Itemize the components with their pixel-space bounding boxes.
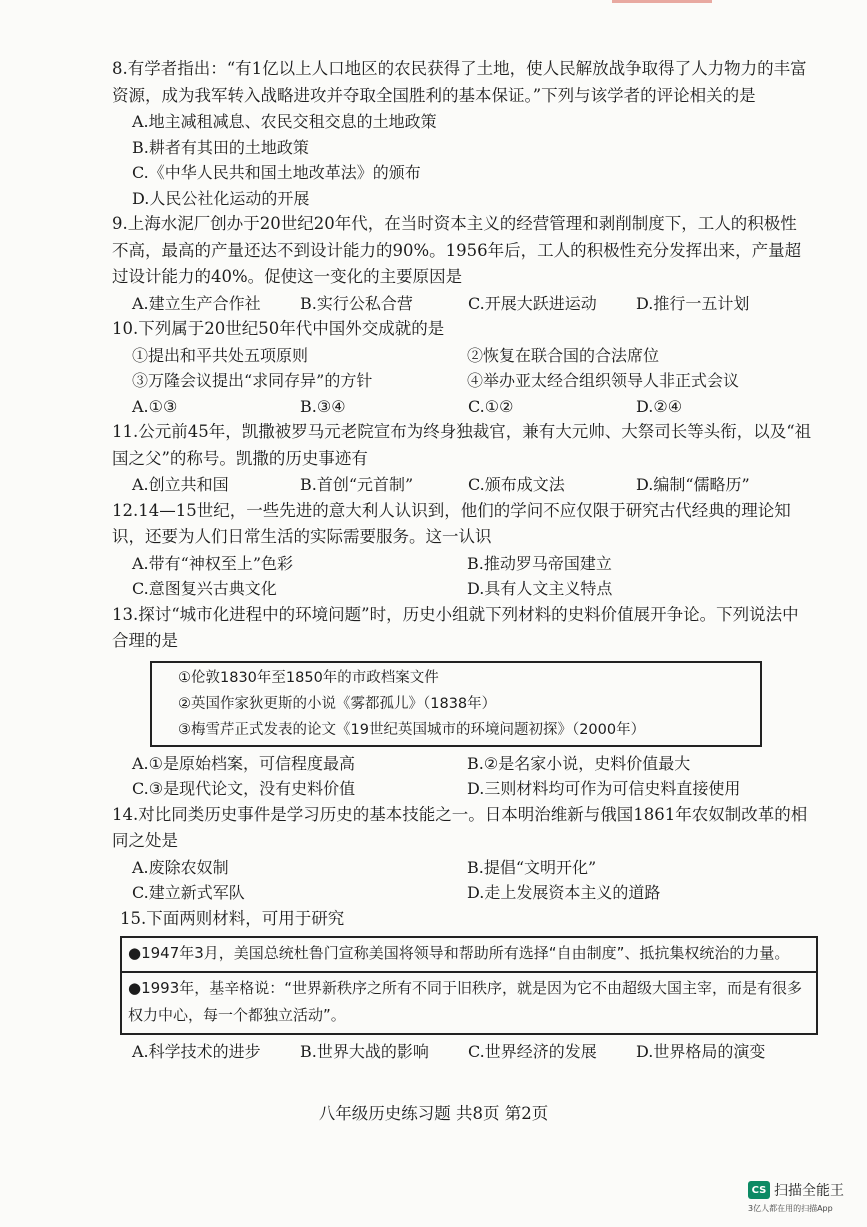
options-row <box>112 551 812 577</box>
source-materials-box <box>150 661 762 747</box>
question-14 <box>112 802 812 906</box>
option-a: A.①③ <box>132 396 178 416</box>
option-c: C.意图复兴古典文化 <box>132 579 277 598</box>
question-8 <box>112 56 812 211</box>
option-b: B.③④ <box>300 396 346 416</box>
options-row <box>112 291 812 317</box>
option-a: A.废除农奴制 <box>132 857 229 877</box>
question-stem: 15.下面两则材料，可用于研究 <box>120 908 345 928</box>
item-1: ①提出和平共处五项原则 <box>132 345 309 365</box>
scan-edge-mark <box>612 0 712 3</box>
material-1: ●1947年3月，美国总统杜鲁门宣称美国将领导和帮助所有选择“自由制度”、抵抗集权统治的力量。 <box>128 944 790 962</box>
option-d: D.三则材料均可作为可信史料直接使用 <box>467 779 741 798</box>
option-a: A.科学技术的进步 <box>132 1042 261 1061</box>
option-d: D.走上发展资本主义的道路 <box>467 883 661 902</box>
material-3: ③梅雪芹正式发表的论文《19世纪英国城市的环境问题初探》（2000年） <box>178 721 646 738</box>
question-15 <box>112 906 812 1065</box>
option-c: C.颁布成文法 <box>468 475 565 494</box>
option-d: D.具有人文主义特点 <box>467 579 613 598</box>
option-d: D.世界格局的演变 <box>636 1042 766 1061</box>
option-a: A.建立生产合作社 <box>132 293 261 313</box>
option-c: C.《中华人民共和国土地改革法》的颁布 <box>132 163 421 182</box>
question-9 <box>112 211 812 316</box>
scanner-watermark <box>748 1180 844 1200</box>
question-stem: 12.14—15世纪，一些先进的意大利人认识到，他们的学问不应仅限于研究古代经典的理论知识，还要为人们日常生活的实际需要服务。这一认识 <box>112 500 791 546</box>
question-11 <box>112 419 812 498</box>
options-row <box>112 855 812 881</box>
watermark-slogan: 3亿人都在用的扫描App <box>748 1204 833 1213</box>
question-stem: 11.公元前45年，凯撒被罗马元老院宣布为终身独裁官，兼有大元帅、大祭司长等头衔，以及“祖国之父”的称号。凯撒的历史事迹有 <box>112 422 812 468</box>
question-stem: 8.有学者指出：“有1亿以上人口地区的农民获得了土地，使人民解放战争取得了人力物力的丰富资源，成为我军转入战略进攻并夺取全国胜利的基本保证。”下列与该学者的评论相关的是 <box>112 59 807 105</box>
option-b: B.实行公私合营 <box>300 293 413 313</box>
option-a: A.创立共和国 <box>132 475 229 494</box>
option-d: D.②④ <box>636 396 683 416</box>
options-row <box>112 1039 812 1065</box>
option-b: B.世界大战的影响 <box>300 1042 429 1061</box>
option-c: C.世界经济的发展 <box>468 1042 597 1061</box>
material-2: ●1993年，基辛格说：“世界新秩序之所有不同于旧秩序，就是因为它不由超级大国主宰，而是有很多权力中心，每一个都独立活动”。 <box>122 971 816 1033</box>
material-1: ①伦敦1830年至1850年的市政档案文件 <box>178 669 439 686</box>
option-b: B.耕者有其田的土地政策 <box>132 137 309 157</box>
options-row <box>112 751 812 777</box>
option-d: D.人民公社化运动的开展 <box>132 188 310 208</box>
option-c: C.建立新式军队 <box>132 883 245 902</box>
material-2: ②英国作家狄更斯的小说《雾都孤儿》（1838年） <box>178 695 497 712</box>
option-d: D.推行一五计划 <box>636 293 750 313</box>
options-row <box>112 880 812 906</box>
options-row <box>112 472 812 498</box>
item-2: ②恢复在联合国的合法席位 <box>467 345 660 365</box>
items-row <box>112 343 812 369</box>
options-row <box>112 576 812 602</box>
question-12 <box>112 498 812 602</box>
options-row <box>112 394 812 420</box>
question-stem: 10.下列属于20世纪50年代中国外交成就的是 <box>112 319 445 338</box>
source-materials-box <box>120 936 818 1035</box>
option-b: B.推动罗马帝国建立 <box>467 553 612 573</box>
page-footer: 八年级历史练习题 共8页 第2页 <box>318 1104 549 1123</box>
watermark-name: 扫描全能王 <box>774 1183 844 1199</box>
exam-page <box>112 56 812 1065</box>
option-a: A.①是原始档案，可信程度最高 <box>132 753 355 773</box>
option-b: B.首创“元首制” <box>300 475 414 494</box>
question-stem: 14.对比同类历史事件是学习历史的基本技能之一。日本明治维新与俄国1861年农奴制改革的相同之处是 <box>112 804 808 850</box>
option-c: C.开展大跃进运动 <box>468 293 597 313</box>
question-13 <box>112 602 812 802</box>
option-b: B.②是名家小说，史料价值最大 <box>467 753 691 773</box>
camscanner-logo-icon: CS <box>748 1181 770 1199</box>
question-stem: 13.探讨“城市化进程中的环境问题”时，历史小组就下列材料的史料价值展开争论。下列说法中合理的是 <box>112 604 799 650</box>
options-row <box>112 776 812 802</box>
question-stem: 9.上海水泥厂创办于20世纪20年代，在当时资本主义的经营管理和剥削制度下，工人的积极性不高，最高的产量还达不到设计能力的90%。1956年后，工人的积极性充分发挥出来，产量超过设计能力的40%。促使这一变化的主要原因是 <box>112 214 802 286</box>
item-3: ③万隆会议提出“求同存异”的方针 <box>132 371 373 390</box>
option-c: C.③是现代论文，没有史料价值 <box>132 779 356 798</box>
question-10 <box>112 316 812 419</box>
option-c: C.①② <box>468 396 514 416</box>
option-a: A.地主减租减息、农民交租交息的土地政策 <box>132 112 437 131</box>
option-a: A.带有“神权至上”色彩 <box>132 553 294 573</box>
items-row <box>112 368 812 394</box>
option-d: D.编制“儒略历” <box>636 475 750 494</box>
item-4: ④举办亚太经合组织领导人非正式会议 <box>467 371 740 390</box>
option-b: B.提倡“文明开化” <box>467 857 597 877</box>
